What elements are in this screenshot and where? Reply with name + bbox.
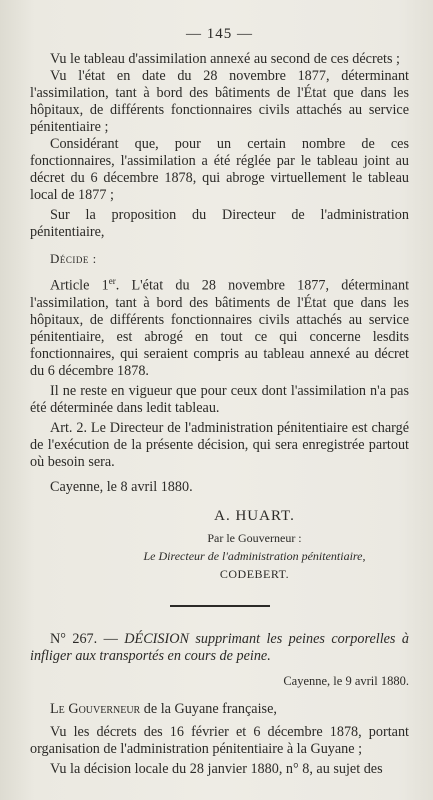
decision-title: DÉCISION supprimant les peines corporelles à infliger aux transportés en cours de peine. xyxy=(30,630,410,664)
gouverneur-rest: de la Guyane française, xyxy=(140,700,277,717)
decision-number: N° 267. — xyxy=(50,630,118,647)
paragraph-vu-decrets: Vu les décrets des 16 février et 6 décembre 1878, portant organisation de l'administration pénitentiaire à la Guyane ; xyxy=(30,723,409,757)
paragraph-proposition: Sur la proposition du Directeur de l'administration pénitentiaire, xyxy=(30,207,409,240)
gouverneur-label: Le Gouverneur xyxy=(50,700,141,717)
article-1-label: Article 1 xyxy=(50,277,109,294)
paragraph-vu-etat: Vu l'état en date du 28 novembre 1877, déterminant l'assimilation, tant à bord des bâtiments de l'État que dans les hôpitaux, de différents fonctionnaires civils attachés au service pénitentiaire ; xyxy=(30,68,409,135)
decision-date: Cayenne, le 9 avril 1880. xyxy=(283,673,409,688)
article-1-text: . L'état du 28 novembre 1877, déterminant l'assimilation, tant à bord des bâtiments de l'État que dans les hôpitaux, de différents fonctionnaires civils attachés au service pénitentiaire, est abrogé en tout ce qui concerne lesdits fonctionnaires, qui seraient compris au tableau annexé au décret du 6 décembre 1878. xyxy=(30,277,410,379)
signature-par-le-gouverneur: Par le Gouverneur : xyxy=(207,530,302,545)
signature-directeur-title: Le Directeur de l'administration pénitentiaire, xyxy=(143,548,366,563)
paragraph-article-2: Art. 2. Le Directeur de l'administration pénitentiaire est chargé de l'exécution de la présente décision, qui sera enregistrée partout où besoin sera. xyxy=(30,419,409,470)
section-divider xyxy=(170,605,270,607)
paragraph-vu-decision-locale: Vu la décision locale du 28 janvier 1880, n° 8, au sujet des xyxy=(50,760,383,777)
article-1-sup: er xyxy=(108,276,116,286)
paragraph-article-1 xyxy=(30,273,409,380)
paragraph-reste-vigueur: Il ne reste en vigueur que pour ceux dont l'assimilation n'a pas été déterminée dans ledit tableau. xyxy=(30,382,409,416)
signature-name: A. HUART. xyxy=(214,507,295,524)
paragraph-considerant: Considérant que, pour un certain nombre de ces fonctionnaires, l'assimilation a été réglée par le tableau joint au décret du 6 décembre 1878, qui abroge virtuellement le tableau local de 1877 ; xyxy=(30,136,409,203)
decision-heading xyxy=(30,631,409,665)
paragraph-gouverneur xyxy=(30,701,409,718)
paragraph-vu-tableau: Vu le tableau d'assimilation annexé au second de ces décrets ; xyxy=(50,51,400,67)
signature-codebert: CODEBERT. xyxy=(219,566,290,581)
page-number: — 145 — xyxy=(186,26,253,42)
decide-heading: Décide : xyxy=(50,251,97,266)
place-date: Cayenne, le 8 avril 1880. xyxy=(50,478,193,495)
